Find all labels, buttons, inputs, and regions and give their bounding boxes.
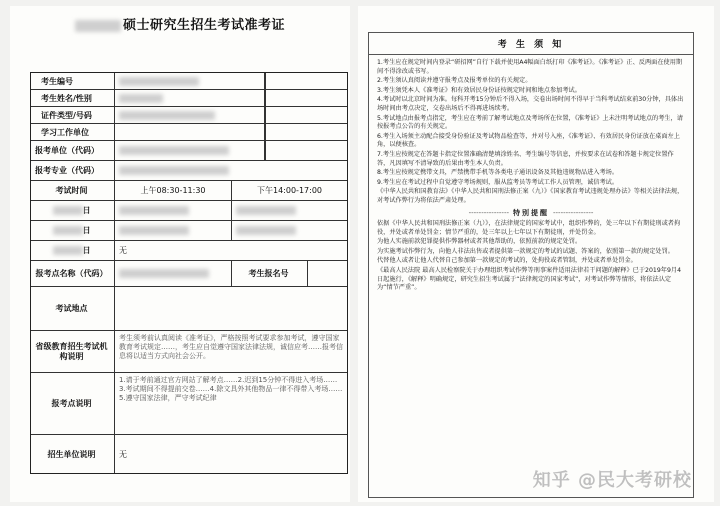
label-location: 考试地点 — [31, 287, 115, 330]
notice-item: 4.考试时以北京时间为准。每科开考15分钟后不得入场，交卷出场时间不得早于当科考试结束前30分钟，具体出场时间由考点决定，交卷出场后不得再进场续考。 — [377, 96, 684, 112]
row-name-gender — [31, 90, 347, 107]
admission-form-table — [30, 72, 348, 474]
special-item: 为他人实施前款犯罪提供作弊器材或者其他帮助的，依照前款的规定处罚。 — [377, 238, 582, 246]
bureau-text: 考生须考前认真阅读《准考证》，严格按照考试要求参加考试，遵守国家教育考试规定……，考生应自觉遵守国家法律法规，诚信应考……报考信息将以适当方式向社会公开。 — [119, 334, 343, 360]
special-item: 依据《中华人民共和国刑法修正案（九）》，在法律规定的国家考试中，组织作弊的，处三年以下有期徒刑或者拘役，并处或者单处罚金；情节严重的，处三年以上七年以下有期徒刑，并处罚金。 — [377, 220, 681, 236]
special-reminder-title: ----- 特别提醒 ----- — [377, 209, 685, 218]
afternoon-session: 下午14:00-17:00 — [257, 186, 322, 195]
row-apply-unit — [31, 141, 347, 161]
label-reg-number: 考生报名号 — [232, 261, 308, 286]
row-site — [31, 261, 347, 287]
notice-body — [369, 55, 693, 298]
redacted-name — [119, 94, 163, 103]
label-id: 证件类型/号码 — [31, 107, 115, 123]
redacted-exam-number — [119, 77, 199, 86]
redacted-university — [75, 20, 121, 32]
label-apply-unit: 报考单位（代码） — [31, 141, 115, 160]
notice-item: 8.考生应按规定携带文具，严禁携带手机等各类电子通讯设备及其他违规物品进入考场。 — [377, 169, 619, 177]
unit-note-value: 无 — [119, 449, 127, 459]
label-name-gender: 考生姓名/性别 — [31, 90, 115, 106]
redacted-apply-unit — [119, 146, 229, 155]
admission-card-sheet — [10, 6, 350, 502]
notice-item: 5.考试地点由报考点指定，考生应在考前了解考试地点及考场所在位置，《准考证》上未注明考试地点的考生，请按报考点公告的有关规定。 — [377, 114, 683, 131]
notice-sheet — [358, 6, 714, 502]
notice-item: 2.考生须认真阅读并遵守报考点及报考单位的有关规定。 — [377, 77, 532, 85]
row-schedule-header — [31, 181, 347, 201]
row-location — [31, 287, 347, 331]
row-unit-note — [31, 435, 347, 473]
special-item: 为实施考试作弊行为，向他人非法出售或者提供第一款规定的考试的试题、答案的，依照第一款的规定处罚。 — [377, 247, 674, 255]
row-id — [31, 107, 347, 124]
schedule-row: 日 — [31, 221, 347, 241]
label-exam-number: 考生编号 — [31, 73, 115, 89]
notice-item: 3.考生须凭本人《准考证》和有效居民身份证按规定时间和地点参加考试。 — [377, 86, 581, 94]
redacted-apply-major — [119, 166, 229, 175]
label-bureau: 省级教育招生考试机构说明 — [31, 331, 115, 372]
row-site-note — [31, 373, 347, 435]
special-item: 代替他人或者让他人代替自己参加第一款规定的考试的，处拘役或者管制，并处或者单处罚金。 — [377, 257, 637, 265]
site-note-text: 1.请于考前通过官方网站了解考点……2.迟到15分钟不得进入考场……3.考试期间不得提前交卷……4.除文具外其他物品一律不得带入考场……5.遵守国家法律，严守考试纪律 — [119, 376, 343, 402]
label-site-name: 报考点名称（代码） — [31, 261, 115, 286]
notice-item: 6.考生入场须主动配合接受身份验证及考试物品检查等，并对号入座，《准考证》、有效居民身份证放在桌面左上角，以便核查。 — [377, 132, 680, 149]
notice-title: 考 生 须 知 — [369, 33, 693, 55]
photo-area — [265, 73, 347, 89]
row-apply-major — [31, 161, 347, 181]
label-apply-major: 报考专业（代码） — [31, 161, 115, 180]
schedule-row: 日 — [31, 201, 347, 221]
label-unit-note: 招生单位说明 — [31, 435, 115, 473]
special-item: 《最高人民法院 最高人民检察院关于办理组织考试作弊等刑事案件适用法律若干问题的解释》已于2019年9月4日起施行，《解释》明确规定，研究生招生考试属于“法律规定的国家考试”，对考试作弊等情形，将依法认定为“情节严重”。 — [377, 267, 682, 292]
schedule-row: 日 无 — [31, 241, 347, 261]
row-bureau — [31, 331, 347, 373]
label-work-unit: 学习工作单位 — [31, 124, 115, 140]
zhihu-watermark: 知乎 @民大考研校 — [532, 470, 692, 491]
notice-item: 1.考生应在规定时间内登录“研招网”自行下载并使用A4幅面白纸打印《准考证》。《准考证》正、反两面在使用期间不得涂改或书写。 — [377, 59, 683, 75]
morning-session: 上午08:30-11:30 — [115, 181, 232, 200]
notice-item: 9.考生应在考试过程中自觉遵守考场规则，服从监考员等考试工作人员管理，诚信考试。 — [377, 178, 619, 186]
notice-box — [368, 32, 694, 498]
redacted-site-name — [119, 269, 209, 278]
card-title: 硕士研究生招生考试准考证 — [10, 14, 350, 33]
label-exam-time: 考试时间 — [31, 181, 115, 200]
notice-item: 7.考生应按规定在答题卡指定位置准确清楚填涂姓名、考生编号等信息，并按要求在试卷和答题卡规定位置作答，凡因填写不清导致的后果由考生本人负责。 — [377, 150, 674, 167]
label-site-note: 报考点说明 — [31, 373, 115, 434]
row-work-unit — [31, 124, 347, 141]
notice-laws: 《中华人民共和国教育法》《中华人民共和国刑法修正案（九）》《国家教育考试违规处理办法》等相关法律法规，对考试作弊行为将依法严肃处理。 — [377, 188, 684, 204]
row-exam-number — [31, 73, 347, 90]
redacted-id — [119, 111, 215, 120]
